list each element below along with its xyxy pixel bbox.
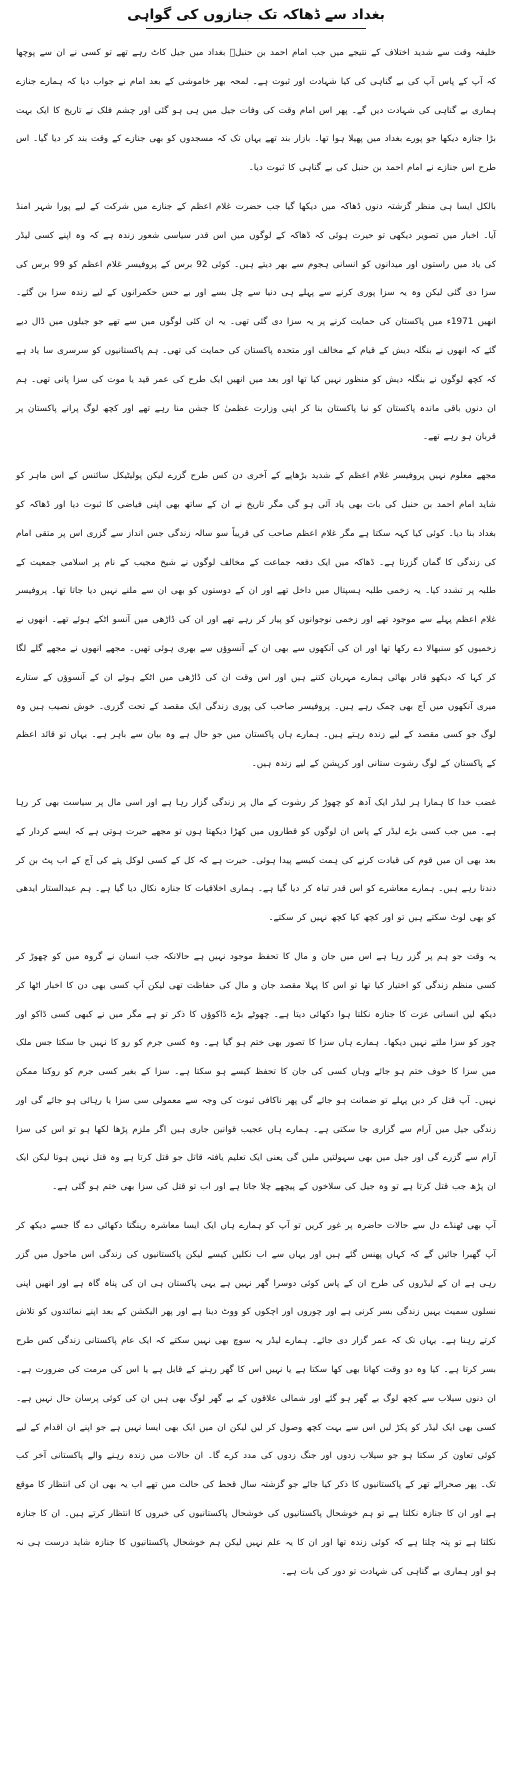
article-paragraph-4: غضب خدا کا ہمارا ہر لیڈر ایک آدھ کو چھوڑ کر رشوت کے مال پر زندگی گزار رہا ہے اور اسی مال پر سیاست بھی کر رہا ہے۔ میں جب کسی بڑے لیڈر کے پاس ان لوگوں کو قطاروں میں کھڑا دیکھتا ہوں تو مجھے حیرت ہوتی ہے کہ ایسے کردار کے بعد بھی ان میں قوم کی قیادت کرنے کی ہمت کیسے پیدا ہوئی۔ حیرت ہے کہ کل کے کسی لوکل پتے کی آج کے اب پٹ بن کر دندنا رہے ہیں۔ ہمارے معاشرے کو اس قدر تباہ کر دیا گیا ہے۔ ہماری اخلاقیات کا جنازہ نکال دیا گیا ہے۔ ہم عبدالستار ایدھی کو بھی لوٹ سکتے ہیں تو اور کچھ کیا کچھ نہیں کر سکتے۔ <box>15 797 496 924</box>
article-paragraph-3: مجھے معلوم نہیں پروفیسر غلام اعظم کے شدید بڑھاپے کے آخری دن کس طرح گزرے لیکن پولیٹیکل سائنس کے اس ماہر کو شاید امام احمد بن حنبل کی بات بھی یاد آئی ہو گی مگر تاریخ نے ان کے ساتھ بھی اپنی فیاضی کا ثبوت دیا اور ڈھاکہ کو بغداد بنا دیا۔ کوئی کیا کہہ سکتا ہے مگر غلام اعظم صاحب کی قریباً سو سالہ زندگی جس انداز سے گزری اس پر متقی امام کی زندگی کا گمان گزرتا ہے۔ ڈھاکہ میں ایک دفعہ جماعت کے مخالف لوگوں نے شیخ مجیب کے نام پر اسلامی جمعیت کے طلبہ پر تشدد کیا۔ یہ زخمی طلبہ ہسپتال میں داخل تھے اور ان کے دوستوں کو بھی ان سے ملنے نہیں دیا جاتا تھا۔ پروفیسر غلام اعظم پہلے سے موجود تھے اور زخمی نوجوانوں کو پیار کر رہے تھے اور ان کی ڈاڑھی میں آنسو اٹکے ہوئے تھے۔ انھوں نے زخمیوں کو سنبھالا دے رکھا تھا اور ان کی آنکھوں سے بھی ان کے آنسوؤں سے بھری ہوئی تھیں۔ مجھے انھوں نے مجھے گلے لگا کر کہا کہ دیکھو قادر بھائی ہمارے مہربان کتنے ہیں اور اس وقت ان کی ڈاڑھی میں اٹکے ہوئے ان کے آنسوؤں کے ستارے میری آنکھوں میں آج بھی چمک رہے ہیں۔ پروفیسر صاحب کی پوری زندگی ایک مقصد کے تحت گزری۔ خوش نصیب ہیں وہ لوگ جو کسی مقصد کے لیے زندہ رہتے ہیں۔ ہمارے ہاں پاکستان میں جو حال ہے وہ بیان سے باہر ہے۔ یہاں تو قائد اعظم کے پاکستان کے لوگ رشوت ستانی اور کرپشن کے لیے زندہ ہیں۔ <box>16 471 496 770</box>
article-headline: بغداد سے ڈھاکہ تک جنازوں کی گواہی <box>127 7 385 23</box>
article-paragraph-5: یہ وقت جو ہم پر گزر رہا ہے اس میں جان و مال کا تحفظ موجود نہیں ہے حالانکہ جب انسان نے گروہ میں کو چھوڑ کر کسی منظم زندگی کو اختیار کیا تھا تو اس کا پہلا مقصد جان و مال کی حفاظت تھی لیکن آپ کسی بھی دن کا اخبار اٹھا کر دیکھ لیں انسانی عزت کا جنازہ نکلتا ہوا دکھائی دیتا ہے۔ چھوٹے بڑے ڈاکوؤں کا ذکر تو ہے مگر میں نے کبھی کسی ڈاکو اور چور کو سزا ملتے نہیں دیکھا۔ ہمارے ہاں سزا کا تصور بھی ختم ہو گیا ہے۔ وہ کسی جرم کو رو کا نہیں جا سکتا جس ملک میں سزا کا خوف ختم ہو جائے وہاں کسی کی جان کا تحفظ کیسے ہو سکتا ہے۔ سزا کے بغیر کسی جرم کو روکنا ممکن نہیں۔ آپ قتل کر دیں پہلے تو ضمانت ہو جائے گی پھر ناکافی ثبوت کی وجہ سے معمولی سی سزا یا رہائی ہو جائے گی اور زندگی جیل میں آرام سے گزاری جا سکتی ہے۔ ہمارے ہاں عجیب قوانین جاری ہیں اگر ملزم پڑھا لکھا ہو تو اس کی سزا آرام سے گزرے گی اور جیل میں بھی سہولتیں ملیں گی یعنی ایک تعلیم یافتہ قاتل جو قتل کرتا ہے وہ قتل نہیں ہوتا لیکن ایک ان پڑھ جب قتل کرتا ہے تو وہ جیل کی سلاخوں کے پیچھے چلا جاتا ہے اور اب تو قتل کی سزا بھی ختم ہو گئی ہے۔ <box>16 951 496 1193</box>
article-paragraph-6: آپ بھی ٹھنڈے دل سے حالات حاضرہ پر غور کریں تو آپ کو ہمارے ہاں ایک ایسا معاشرہ رینگتا دکھائی دے گا جسے دیکھ کر آپ گھبرا جائیں گے کہ کہاں پھنس گئے ہیں اور یہاں سے اب نکلیں کیسے لیکن پاکستانیوں کی زندگی اس ماحول میں گزر رہی ہے ان کے لیڈروں کی طرح ان کے پاس کوئی دوسرا گھر نہیں ہے یہی پاکستان ہی ان کی پناہ گاہ ہے اور انھیں اپنی نسلوں سمیت یہیں زندگی بسر کرنی ہے اور چوروں اور اچکوں کو ووٹ دینا ہے اور پھر الیکشن کے بعد اپنے نمائندوں کو تلاش کرتے رہنا ہے۔ یہاں تک کہ عمر گزار دی جائے۔ ہمارے لیڈر یہ سوچ بھی نہیں سکتے کہ ایک عام پاکستانی زندگی کس طرح بسر کرتا ہے۔ کیا وہ دو وقت کھانا بھی کھا سکتا ہے یا نہیں اس کا گھر رہنے کے قابل ہے یا اس کی مرمت کی ضرورت ہے۔ ان دنوں سیلاب سے کچھ لوگ بے گھر ہو گئے اور شمالی علاقوں کے بے گھر لوگ بھی ہیں ان کی کوئی پرسان حال نہیں ہے۔ کسی بھی ایک لیڈر کو پکڑ لیں اس سے بہت کچھ وصول کر لیں لیکن ان میں ایک بھی ایسا نہیں ہے جو اپنے ان اقدام کے لیے کوئی تعاون کر سکتا ہو جو سیلاب زدوں اور جنگ زدوں کی مدد کرے گا۔ ان حالات میں زندہ رہنے والے پاکستانی آخر کب تک۔ پھر صحرائے تھر کے پاکستانیوں کا ذکر کیا جائے جو گزشتہ سال قحط کی حالت میں تھے اب یہ بھی ان کی انتظار کا موقع ہے اور ان کا جنازہ نکلتا ہے تو ہم خوشحال پاکستانیوں کی خوشحال پاکستانیوں کی خبروں کا انتظار کرتے ہیں۔ ان کا جنازہ نکلتا ہے تو پتہ چلتا ہے کہ کوئی زندہ تھا اور ان کا یہ علم نہیں لیکن ہم خوشحال پاکستانیوں کا جنازہ شاید درست ہی نہ ہو اور ہماری بے گناہی کی شہادت تو دور کی بات ہے۔ <box>16 1221 496 1577</box>
article-paragraph-2: بالکل ایسا ہی منظر گزشتہ دنوں ڈھاکہ میں دیکھا گیا جب حضرت غلام اعظم کے جنازے میں شرکت کے لیے پورا شہر امنڈ آیا۔ اخبار میں تصویر دیکھی تو حیرت ہوئی کہ ڈھاکہ کے لوگوں میں اس قدر سیاسی شعور زندہ ہے کہ وہ اپنے کسی لیڈر کی یاد میں راستوں اور میدانوں کو انسانی ہجوم سے بھر دیتے ہیں۔ کوئی 92 برس کے پروفیسر غلام اعظم کو 99 برس کی سزا دی گئی لیکن وہ یہ سزا پوری کرنے سے پہلے ہی دنیا سے چل بسے اور بے حس حکمرانوں کے لیے زندہ سزا بن گئے۔ انھیں 1971ء میں پاکستان کی حمایت کرنے پر یہ سزا دی گئی تھی۔ یہ ان کئی لوگوں میں سے تھے جو جیلوں میں ڈال دیے گئے کہ انھوں نے بنگلہ دیش کے قیام کے مخالف اور متحدہ پاکستان کی حمایت کی تھی۔ ہم پاکستانیوں کو سرسری سا یاد ہے کہ کچھ لوگوں نے بنگلہ دیش کو منظور نہیں کیا تھا اور بعد میں انھیں ایک طرح کی عمر قید یا موت کی سزا پانی تھی۔ ہم ان دنوں باقی ماندہ پاکستان کو نیا پاکستان بنا کر اپنی وزارت عظمیٰ کا جشن منا رہے تھے اور کچھ لوگ پرانے پاکستان پر قربان ہو رہے تھے۔ <box>16 201 497 443</box>
article-paragraph-1: خلیفہ وقت سے شدید اختلاف کے نتیجے میں جب امام احمد بن حنبلؒ بغداد میں جیل کاٹ رہے تھے تو کسی نے ان سے پوچھا کہ آپ کے پاس آپ کی بے گناہی کی کیا شہادت اور ثبوت ہے۔ لمحہ بھر خاموشی کے بعد امام نے جواب دیا کہ ہمارے جنازے ہماری بے گناہی کی شہادت دیں گے۔ پھر اس امام وقت کی وفات جیل میں ہی ہو گئی اور چشم فلک نے تاریخ کا ایک بہت بڑا جنازہ دیکھا جو پورے بغداد میں پھیلا ہوا تھا۔ بازار بند تھے یہاں تک کہ مسجدوں کو بھی جنازے کے وقت بند کر دیا گیا۔ اس طرح اس جنازے نے امام احمد بن حنبل کی بے گناہی کا ثبوت دیا۔ <box>16 48 496 174</box>
headline-underline <box>146 28 366 29</box>
